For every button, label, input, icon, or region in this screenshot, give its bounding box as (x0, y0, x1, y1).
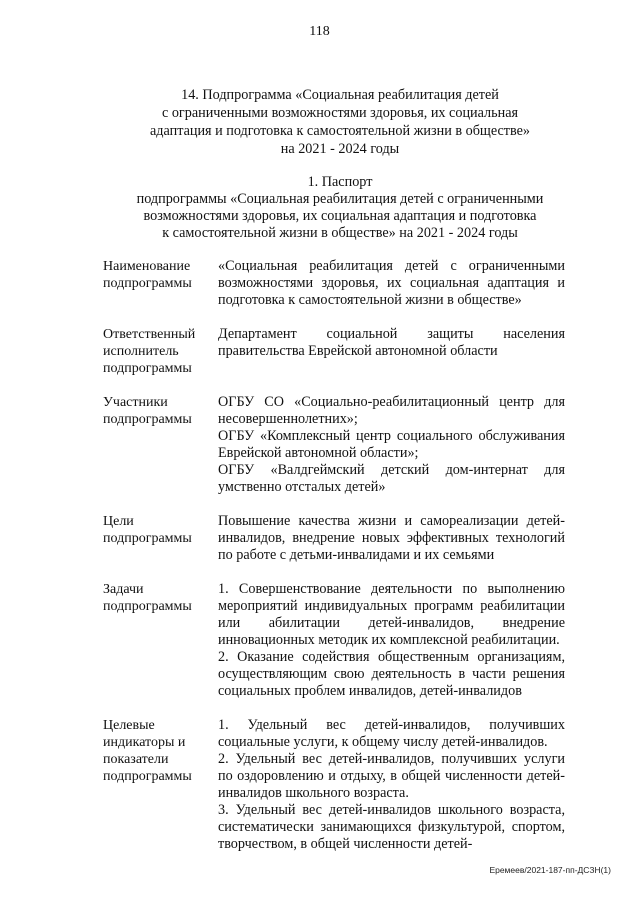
row-paragraph: 3. Удельный вес детей-инвалидов школьного возраста, систематически занимающихся физкультурой, спортом, творчеством, в общей численности детей- (218, 802, 565, 852)
row-label-line: Задачи (103, 582, 144, 597)
row-paragraph: ОГБУ «Комплексный центр социального обслуживания Еврейской автономной области»; (218, 428, 565, 461)
row-paragraph: ОГБУ СО «Социально-реабилитационный центр для несовершеннолетних»; (218, 394, 565, 427)
section-heading-line: с ограниченными возможностями здоровья, их социальная (161, 105, 519, 121)
row-content (218, 717, 583, 853)
passport-row-name (103, 258, 583, 309)
passport-table (103, 258, 583, 870)
passport-row-goals (103, 513, 583, 564)
passport-row-executor (103, 326, 583, 377)
passport-row-participants (103, 394, 583, 496)
row-content (218, 394, 583, 496)
row-label-line: Наименование (103, 259, 191, 274)
document-reference-tag: Еремеев/2021-187-пп-ДСЗН(1) (489, 865, 611, 875)
section-heading (100, 86, 580, 158)
row-content (218, 326, 583, 377)
passport-heading-line: возможностями здоровья, их социальная адаптация и подготовка (143, 208, 537, 224)
row-label-line: подпрограммы (103, 361, 192, 376)
row-label-line: Цели (103, 514, 134, 529)
row-label-line: подпрограммы (103, 276, 192, 291)
passport-heading-line: 1. Паспорт (307, 174, 373, 190)
row-label-line: подпрограммы (103, 769, 192, 784)
row-label-line: подпрограммы (103, 412, 192, 427)
passport-heading-line: к самостоятельной жизни в обществе» на 2021 - 2024 годы (162, 225, 518, 241)
row-content (218, 258, 583, 309)
section-heading-line: адаптация и подготовка к самостоятельной жизни в обществе» (149, 123, 530, 139)
passport-row-tasks (103, 581, 583, 700)
row-label (103, 513, 218, 564)
row-label-line: исполнитель (103, 344, 179, 359)
row-paragraph: 1. Совершенствование деятельности по выполнению мероприятий индивидуальных программ реабилитации или абилитации детей-инвалидов, внедрение инновационных методик их комплексной реабилитации. (218, 581, 565, 648)
row-label-line: Участники (103, 395, 168, 410)
passport-heading (100, 174, 580, 242)
row-label (103, 581, 218, 700)
section-heading-line: на 2021 - 2024 годы (280, 141, 400, 157)
row-paragraph: 2. Оказание содействия общественным организациям, осуществляющим свою деятельность в части решения социальных проблем инвалидов, детей-инвалидов (218, 649, 565, 699)
row-label (103, 326, 218, 377)
row-paragraph: ОГБУ «Валдгеймский детский дом-интернат для умственно отсталых детей» (218, 462, 565, 495)
passport-row-indicators (103, 717, 583, 853)
row-paragraph: 2. Удельный вес детей-инвалидов, получивших услуги по оздоровлению и отдыху, в общей численности детей-инвалидов школьного возраста. (218, 751, 565, 801)
row-label-line: индикаторы и (103, 735, 186, 750)
passport-heading-line: подпрограммы «Социальная реабилитация детей с ограниченными (136, 191, 544, 207)
row-label-line: Целевые (103, 718, 155, 733)
row-content (218, 581, 583, 700)
section-heading-line: 14. Подпрограмма «Социальная реабилитация детей (181, 87, 499, 103)
row-label (103, 394, 218, 496)
row-content (218, 513, 583, 564)
row-label (103, 258, 218, 309)
row-label-line: подпрограммы (103, 599, 192, 614)
row-label-line: показатели (103, 752, 169, 767)
row-label-line: Ответственный (103, 327, 196, 342)
row-paragraph: 1. Удельный вес детей-инвалидов, получивших социальные услуги, к общему числу детей-инвалидов. (218, 717, 565, 750)
row-label-line: подпрограммы (103, 531, 192, 546)
row-paragraph: «Социальная реабилитация детей с ограниченными возможностями здоровья, их социальная адаптация и подготовка к самостоятельной жизни в обществе» (218, 258, 565, 308)
row-paragraph: Департамент социальной защиты населения правительства Еврейской автономной области (218, 326, 565, 359)
row-label (103, 717, 218, 853)
page-number: 118 (309, 24, 330, 39)
row-paragraph: Повышение качества жизни и самореализации детей-инвалидов, внедрение новых эффективных технологий по работе с детьми-инвалидами и их семьями (218, 513, 565, 563)
